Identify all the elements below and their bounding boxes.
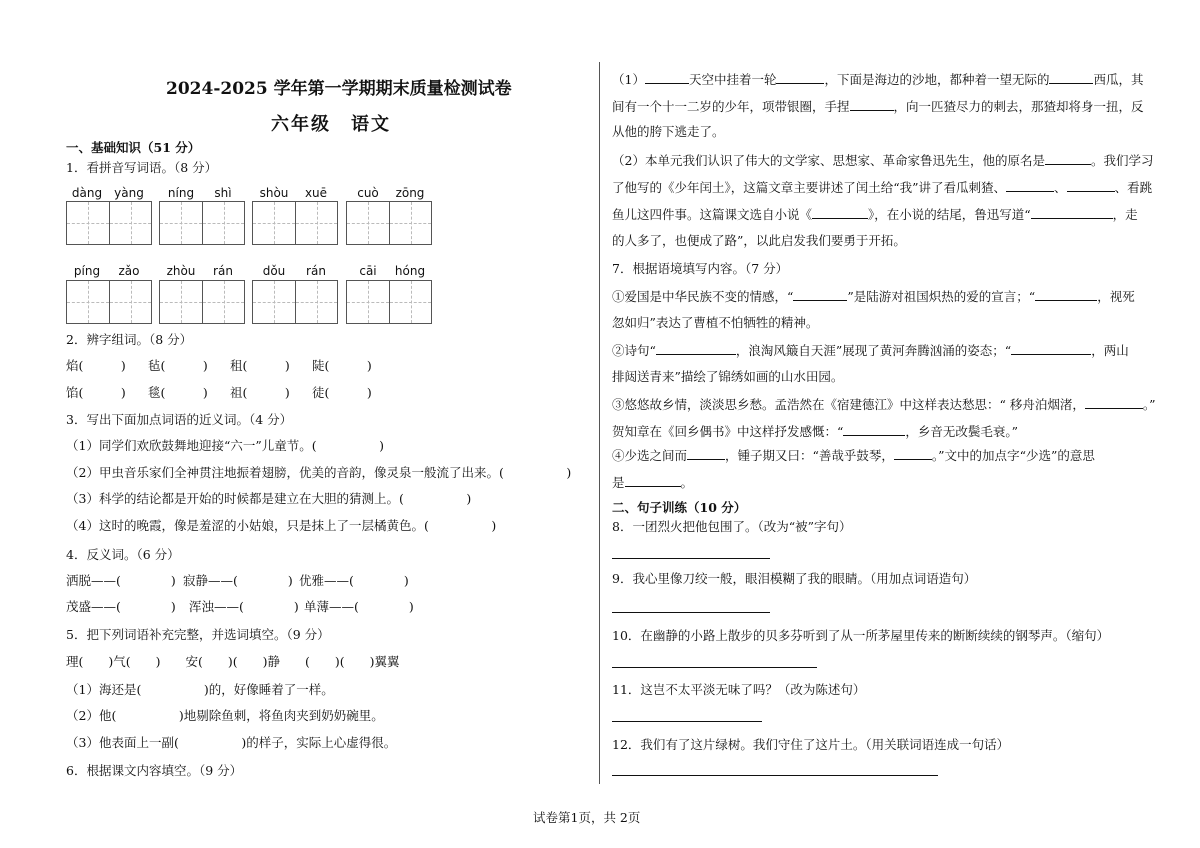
q5-item: （1）海还是( )的，好像睡着了一样。 [66, 682, 334, 697]
answer-blank[interactable] [1045, 152, 1091, 165]
page-subtitle: 六年级 语文 [271, 114, 391, 135]
question-2-title: 2．辨字组词。（8 分） [66, 332, 193, 347]
q2-item: 馅( ) [66, 385, 126, 400]
writing-grid[interactable] [159, 280, 245, 324]
writing-grid[interactable] [346, 280, 432, 324]
question-5-title: 5．把下列词语补充完整，并选词填空。（9 分） [66, 627, 330, 642]
question-11-title: 11．这岂不太平淡无味了吗？（改为陈述句） [612, 682, 866, 697]
writing-grid[interactable] [66, 280, 152, 324]
pinyin-label: rán [306, 264, 326, 278]
pinyin-label: shòu [259, 186, 289, 200]
answer-blank[interactable] [1031, 206, 1113, 219]
answer-line[interactable] [612, 667, 817, 668]
q7-4-line-1: ④少选之间而 ，锺子期又曰：“善哉乎鼓琴， 。”文中的加点字“少选”的意思 [612, 448, 1095, 463]
q3-item: （2）甲虫音乐家们全神贯注地振着翅膀，优美的音韵，像灵泉一般流了出来。( ) [66, 465, 572, 480]
q4-item: 单薄——( ) [304, 599, 414, 614]
q6-2-line-1: （2）本单元我们认识了伟大的文学家、思想家、革命家鲁迅先生，他的原名是 。我们学习 [612, 153, 1154, 168]
page-footer: 试卷第1页，共 2页 [533, 810, 641, 825]
section-heading-sentence: 二、句子训练（10 分） [612, 500, 747, 515]
writing-grid[interactable] [346, 201, 432, 245]
section-heading-basic: 一、基础知识（51 分） [66, 140, 201, 155]
pinyin-label: rán [213, 264, 233, 278]
answer-blank[interactable] [656, 342, 736, 355]
writing-grid[interactable] [159, 201, 245, 245]
answer-blank[interactable] [793, 288, 847, 301]
q7-2-line-1: ②诗句“ ，浪淘风簸自天涯”展现了黄河奔腾汹涌的姿态；“ ，两山 [612, 343, 1129, 358]
pinyin-label: zǎo [118, 264, 140, 278]
q2-item: 徒( ) [312, 385, 372, 400]
q7-2-line-2: 排闼送青来”描绘了锦绣如画的山水田园。 [612, 369, 844, 384]
q6-1-line-2: 间有一个十一二岁的少年，项带银圈，手捏 ，向一匹猹尽力的刺去，那猹却将身一扭，反 [612, 99, 1144, 114]
answer-blank[interactable] [1067, 179, 1115, 192]
q7-1-line-1: ①爱国是中华民族不变的情感，“ ”是陆游对祖国炽热的爱的宣言；“ ，视死 [612, 289, 1135, 304]
answer-blank[interactable] [1011, 342, 1091, 355]
pinyin-label: yàng [114, 186, 144, 200]
pinyin-label: cāi [359, 264, 377, 278]
answer-blank[interactable] [687, 447, 725, 460]
q7-3-line-1: ③悠悠故乡情，淡淡思乡愁。孟浩然在《宿建德江》中这样表达愁思：“ 移舟泊烟渚， 。” [612, 397, 1156, 412]
pinyin-label: zōng [395, 186, 425, 200]
q7-3-line-2: 贺知章在《回乡偶书》中这样抒发感慨：“ ，乡音无改鬓毛衰。” [612, 424, 1019, 439]
q5-item: （3）他表面上一副( )的样子，实际上心虚得很。 [66, 735, 397, 750]
pinyin-label: dǒu [262, 264, 286, 278]
pinyin-label: cuò [357, 186, 379, 200]
q2-item: 焰( ) [66, 358, 126, 373]
question-10-title: 10．在幽静的小路上散步的贝多芬听到了从一所茅屋里传来的断断续续的钢琴声。（缩句） [612, 628, 1110, 643]
answer-blank[interactable] [1049, 71, 1093, 84]
writing-grid[interactable] [252, 201, 338, 245]
column-divider [599, 62, 600, 784]
q2-item: 陡( ) [312, 358, 372, 373]
question-3-title: 3．写出下面加点词语的近义词。（4 分） [66, 412, 293, 427]
answer-blank[interactable] [1035, 288, 1097, 301]
answer-line[interactable] [612, 558, 770, 559]
pinyin-label: píng [73, 264, 101, 278]
question-6-title: 6．根据课文内容填空。（9 分） [66, 763, 243, 778]
q6-1-line-1: （1） 天空中挂着一轮 ，下面是海边的沙地，都种着一望无际的 西瓜，其 [612, 72, 1144, 87]
pinyin-label: xuē [304, 186, 328, 200]
answer-blank[interactable] [776, 71, 824, 84]
pinyin-label: dàng [71, 186, 103, 200]
q3-item: （3）科学的结论都是开始的时候都是建立在大胆的猜测上。( ) [66, 491, 472, 506]
answer-blank[interactable] [625, 474, 681, 487]
q2-item: 祖( ) [230, 385, 290, 400]
q6-2-line-3: 鱼儿这四件事。这篇课文选自小说《 》，在小说的结尾，鲁迅写道“ ，走 [612, 207, 1138, 222]
question-12-title: 12．我们有了这片绿树。我们守住了这片土。（用关联词语连成一句话） [612, 737, 1010, 752]
answer-blank[interactable] [812, 206, 868, 219]
page-title: 2024-2025 学年第一学期期末质量检测试卷 [166, 79, 512, 99]
pinyin-label: níng [167, 186, 195, 200]
q4-item: 优雅——( ) [299, 573, 409, 588]
question-9-title: 9．我心里像刀绞一般，眼泪模糊了我的眼睛。（用加点词语造句） [612, 571, 977, 586]
q6-2-line-2: 了他写的《少年闰土》，这篇文章主要讲述了闰土给“我”讲了看瓜刺猹、 、 、看跳 [612, 180, 1153, 195]
pinyin-label: hóng [394, 264, 426, 278]
q2-item: 租( ) [230, 358, 290, 373]
q4-item: 浑浊——( ) [189, 599, 299, 614]
answer-blank[interactable] [1006, 179, 1054, 192]
q4-item: 寂静——( ) [183, 573, 293, 588]
q2-item: 毯( ) [148, 385, 208, 400]
writing-grid[interactable] [66, 201, 152, 245]
q4-item: 茂盛——( ) [66, 599, 176, 614]
q5-item: （2）他( )地剔除鱼刺，将鱼肉夹到奶奶碗里。 [66, 708, 384, 723]
pinyin-label: shì [214, 186, 232, 200]
answer-blank[interactable] [645, 71, 689, 84]
question-4-title: 4．反义词。（6 分） [66, 547, 180, 562]
answer-blank[interactable] [850, 98, 894, 111]
answer-line[interactable] [612, 775, 938, 776]
q7-1-line-2: 忽如归”表达了曹植不怕牺牲的精神。 [612, 315, 819, 330]
question-8-title: 8．一团烈火把他包围了。（改为“被”字句） [612, 519, 852, 534]
answer-blank[interactable] [894, 447, 932, 460]
writing-grid[interactable] [252, 280, 338, 324]
q4-item: 洒脱——( ) [66, 573, 176, 588]
pinyin-label: zhòu [166, 264, 196, 278]
q6-2-line-4: 的人多了，也便成了路”，以此启发我们要勇于开拓。 [612, 233, 906, 248]
answer-line[interactable] [612, 612, 770, 613]
answer-blank[interactable] [1085, 396, 1143, 409]
q6-1-line-3: 从他的胯下逃走了。 [612, 124, 725, 139]
q5-words: 理( )气( ) 安( )( )静 ( )( )翼翼 [66, 654, 400, 669]
q3-item: （1）同学们欢欣鼓舞地迎接“六一”儿童节。( ) [66, 438, 384, 453]
question-7-title: 7．根据语境填写内容。（7 分） [612, 261, 789, 276]
q3-item: （4）这时的晚霞，像是羞涩的小姑娘，只是抹上了一层橘黄色。( ) [66, 518, 497, 533]
answer-blank[interactable] [843, 423, 905, 436]
answer-line[interactable] [612, 721, 762, 722]
question-1-title: 1．看拼音写词语。（8 分） [66, 160, 218, 175]
q2-item: 毡( ) [148, 358, 208, 373]
q7-4-line-2: 是 。 [612, 475, 694, 490]
